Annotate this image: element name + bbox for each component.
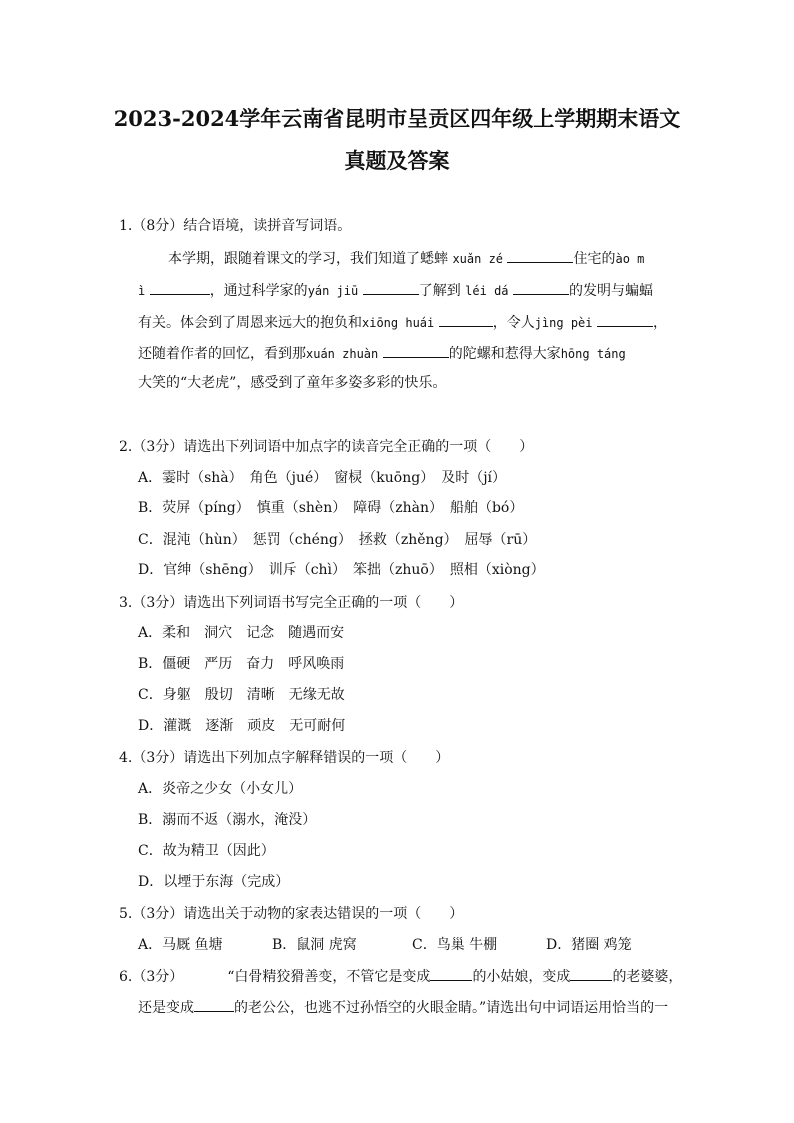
q5-option-d[interactable]: D．猪圈 鸡笼 <box>546 937 632 953</box>
q1-text: 有关。体会到了周恩来远大的抱负和 <box>138 315 362 331</box>
q5-option-c[interactable]: C．鸟巢 牛棚 <box>412 937 498 953</box>
pinyin-prompt: hōng táng <box>560 347 626 361</box>
q5-option-a[interactable]: A．马厩 鱼塘 <box>138 937 223 953</box>
q5-heading: 5.（3分）请选出关于动物的家表达错误的一项（ ） <box>119 906 464 922</box>
pinyin-prompt: xiōng huái <box>362 316 435 330</box>
q5-option-b[interactable]: B．鼠洞 虎窝 <box>272 937 357 953</box>
q6-text: “白骨精狡猾善变，不管它是变成 <box>227 969 431 985</box>
q3-heading: 3.（3分）请选出下列词语书写完全正确的一项（ ） <box>119 595 464 611</box>
answer-blank[interactable] <box>194 997 234 1012</box>
q1-paragraph-line4 <box>138 343 678 364</box>
q1-text: 了解到 <box>418 283 461 299</box>
q6-line1 <box>119 966 683 987</box>
pinyin-prompt: jìng pèi <box>534 316 593 330</box>
q6-text: 的老公公，也逃不过孙悟空的火眼金睛。”请选出句中词语运用恰当的一 <box>234 1000 669 1016</box>
q1-text: 住宅的 <box>573 251 616 267</box>
pinyin-prompt: xuǎn zé <box>452 252 504 266</box>
q6-heading: 6.（3分） <box>119 969 184 985</box>
answer-blank[interactable] <box>439 312 493 327</box>
q1-text: ，通过科学家的 <box>209 283 308 299</box>
q1-text: ，令人 <box>492 315 535 331</box>
q4-heading: 4.（3分）请选出下列加点字解释错误的一项（ ） <box>119 750 450 766</box>
q6-text: 还是变成 <box>138 1000 194 1016</box>
q1-paragraph-line3 <box>138 312 678 333</box>
q3-option-b[interactable]: B．僵硬 严历 奋力 呼风唤雨 <box>138 656 345 672</box>
q3-option-a[interactable]: A．柔和 洞穴 记念 随遇而安 <box>138 625 345 641</box>
answer-blank[interactable] <box>430 966 472 981</box>
pinyin-prompt: ì <box>138 284 146 298</box>
document-title-line2: 真题及答案 <box>344 148 450 173</box>
answer-blank[interactable] <box>597 312 653 327</box>
q2-option-c[interactable]: C．混沌（hùn） 惩罚（chéng） 拯救（zhěng） 屈辱（rū） <box>138 532 537 548</box>
q4-option-d[interactable]: D．以堙于东海（完成） <box>138 874 290 890</box>
q6-line2 <box>138 997 678 1018</box>
answer-blank[interactable] <box>363 280 419 295</box>
pinyin-prompt: yán jiū <box>307 284 359 298</box>
pinyin-prompt: ào m <box>615 252 645 266</box>
answer-blank[interactable] <box>513 280 569 295</box>
q1-text: 的陀螺和惹得大家 <box>448 346 561 362</box>
answer-blank[interactable] <box>383 343 449 358</box>
pinyin-prompt: xuán zhuàn <box>306 347 379 361</box>
q3-option-c[interactable]: C．身躯 殷切 清晰 无缘无故 <box>138 687 345 703</box>
q1-paragraph-line5: 大笑的“大老虎”，感受到了童年多姿多彩的快乐。 <box>138 375 447 391</box>
q6-text: 的老婆婆， <box>612 969 683 985</box>
q4-option-a[interactable]: A．炎帝之少女（小女儿） <box>138 781 303 797</box>
answer-blank[interactable] <box>507 248 573 263</box>
q1-paragraph-line2 <box>138 280 678 301</box>
q2-option-b[interactable]: B．荧屏（píng） 慎重（shèn） 障碍（zhàn） 船舶（bó） <box>138 500 524 516</box>
pinyin-prompt: léi dá <box>465 284 509 298</box>
q4-option-c[interactable]: C．故为精卫（因此） <box>138 843 275 859</box>
q1-text: 的发明与蝙蝠 <box>568 283 653 299</box>
q1-text: 本学期，跟随着课文的学习，我们知道了蟋蟀 <box>168 251 448 267</box>
q2-option-a[interactable]: A．霎时（shà） 角色（jué） 窗棂（kuōng） 及时（jí） <box>138 470 507 486</box>
q2-option-d[interactable]: D．官绅（shēng） 训斥（chì） 笨拙（zhuō） 照相（xiòng） <box>138 562 545 578</box>
q4-option-b[interactable]: B．溺而不返（溺水，淹没） <box>138 812 317 828</box>
document-title-line1: 2023-2024学年云南省昆明市呈贡区四年级上学期期末语文 <box>113 106 681 131</box>
q1-heading: 1.（8分）结合语境，读拼音写词语。 <box>119 218 352 234</box>
answer-blank[interactable] <box>570 966 612 981</box>
q2-heading: 2.（3分）请选出下列词语中加点字的读音完全正确的一项（ ） <box>119 439 534 455</box>
q3-option-d[interactable]: D．灌溉 逐渐 顽皮 无可耐何 <box>138 718 346 734</box>
q1-text: 还随着作者的回忆，看到那 <box>138 346 306 362</box>
q1-text: ， <box>652 315 667 331</box>
q1-paragraph-line1 <box>168 248 678 269</box>
q6-text: 的小姑娘，变成 <box>472 969 571 985</box>
answer-blank[interactable] <box>150 280 210 295</box>
